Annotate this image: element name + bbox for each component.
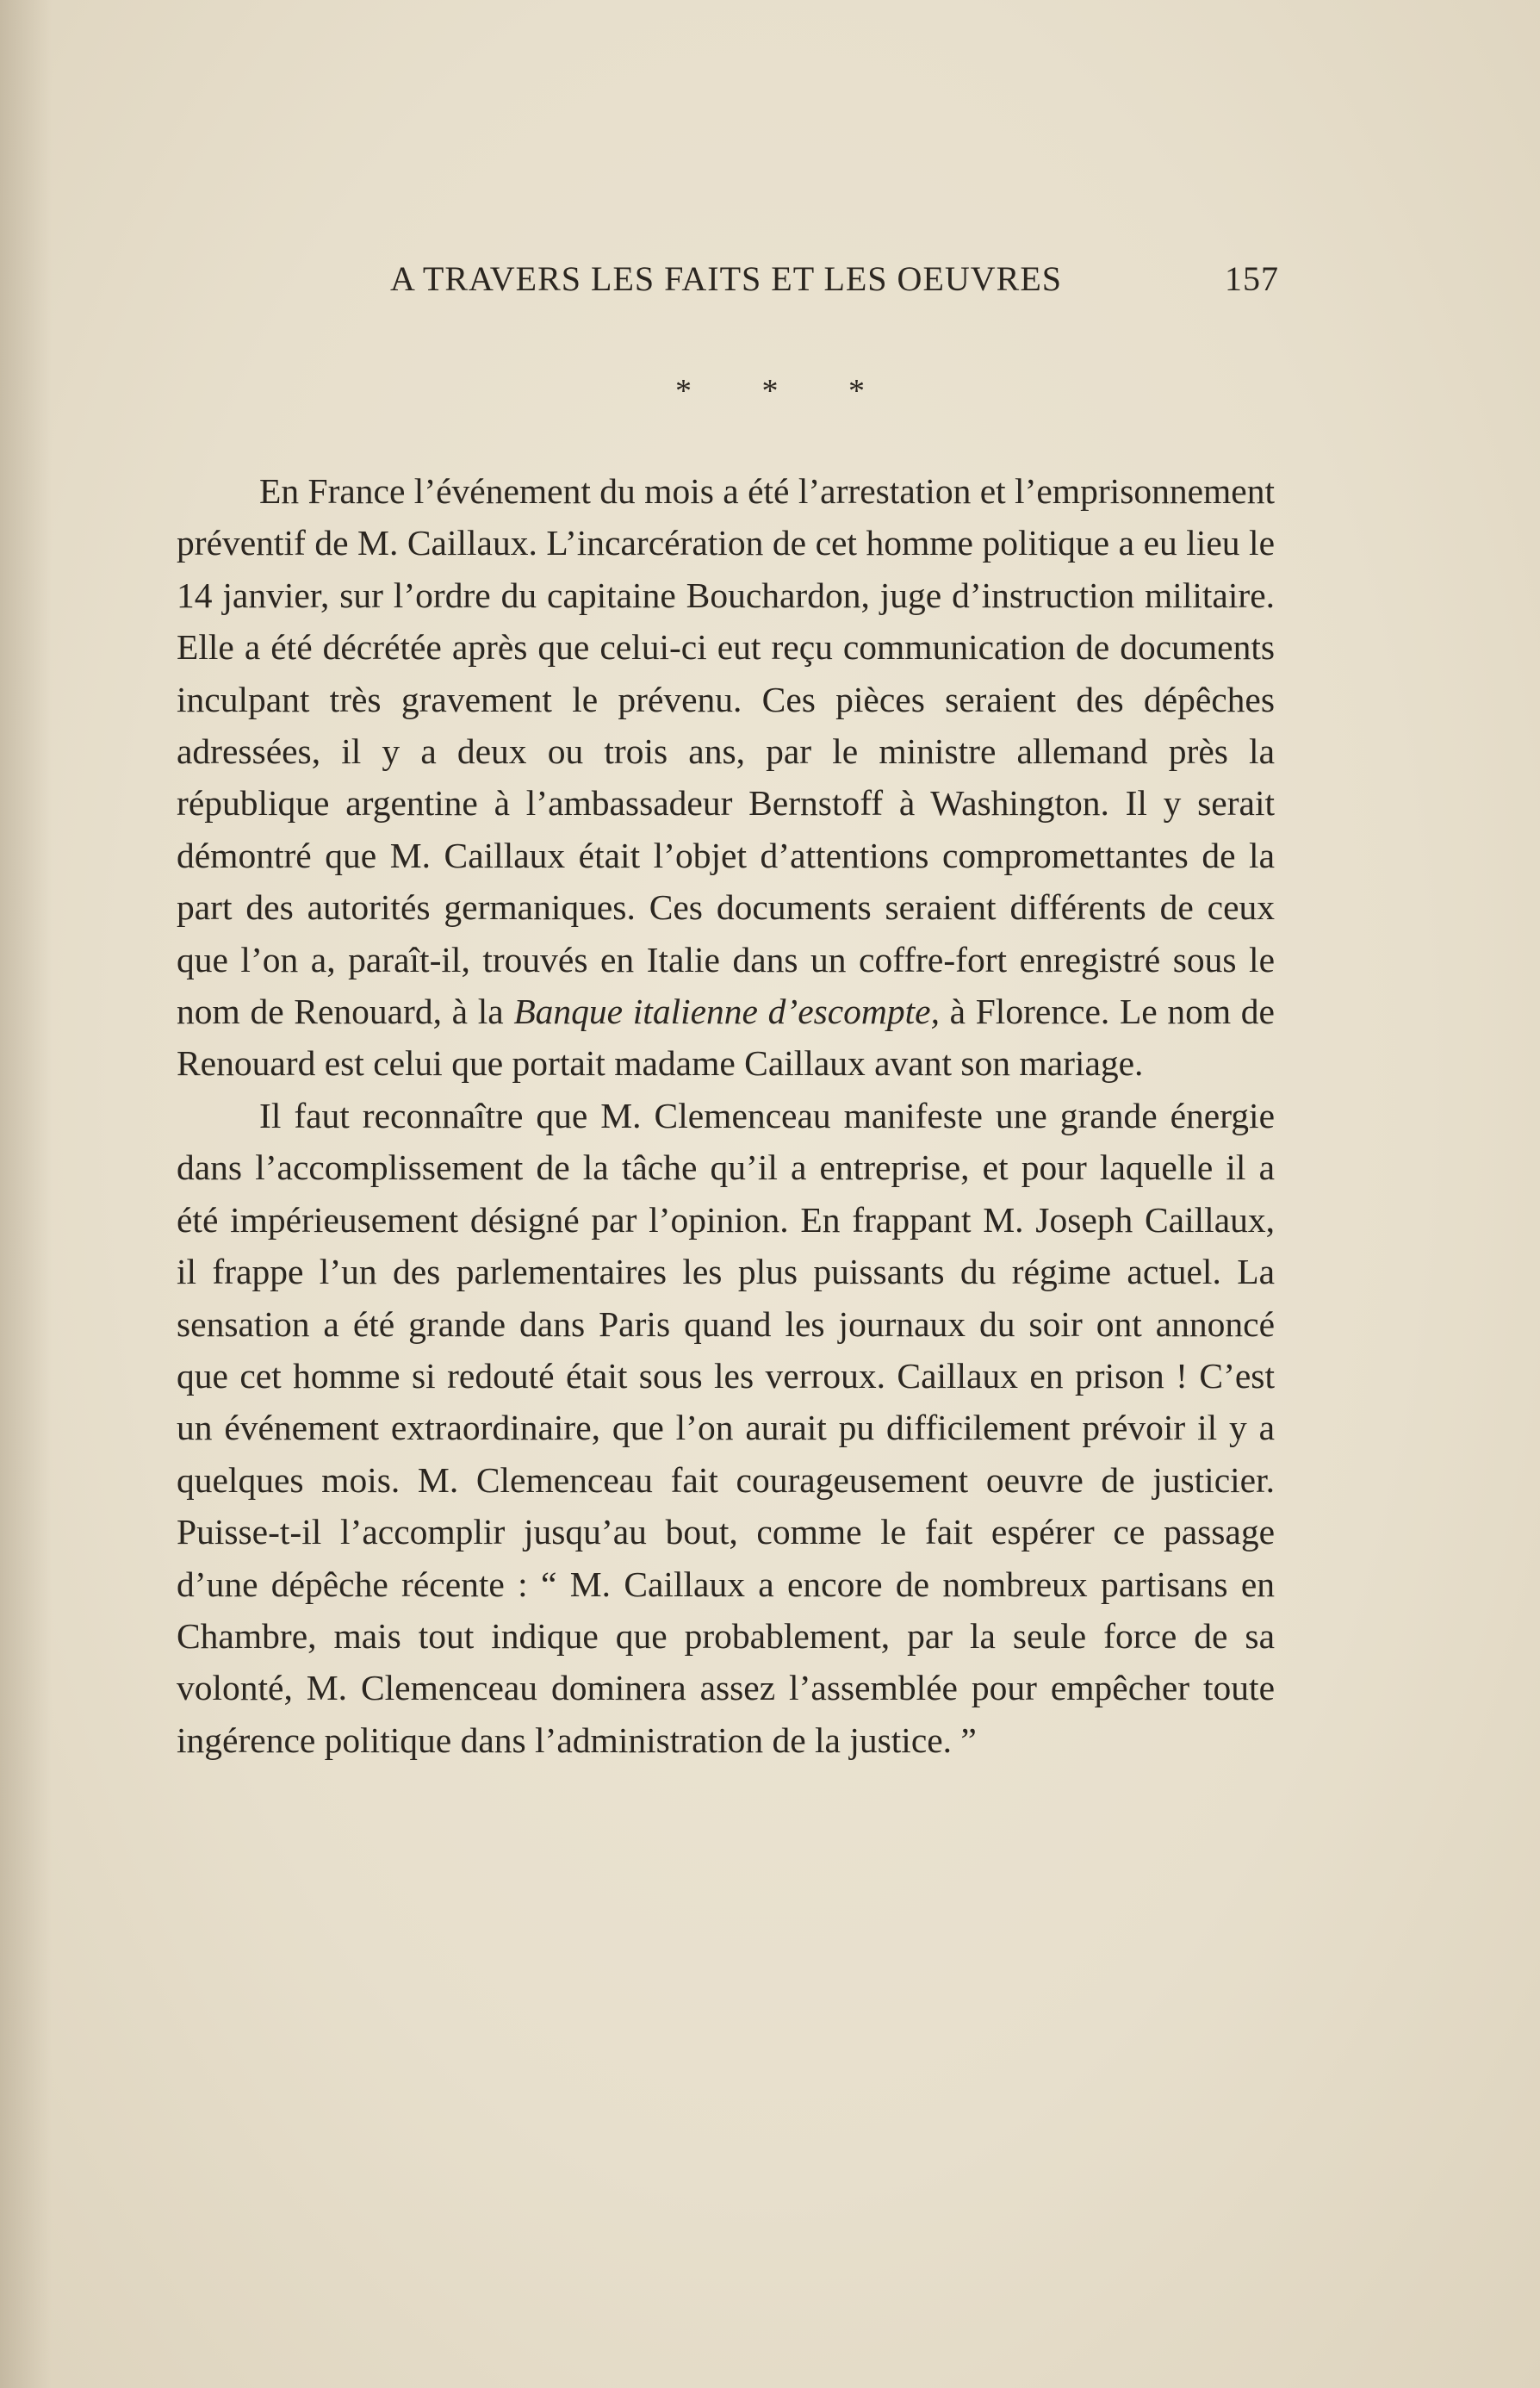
page-edge-shadow (0, 0, 52, 2388)
page-number: 157 (1225, 259, 1279, 298)
paragraph-1-text: En France l’événement du mois a été l’arrestation et l’emprisonnement préventif de M. Caillaux. L’incarcération de cet homme politique a eu lieu le 14 janvier, sur l’ordre du capitaine Bouchardon, juge d’instruction militaire. Elle a été décrétée après que celui-ci eut reçu communication de documents inculpant très gravement le prévenu. Ces pièces seraient des dépêches adressées, il y a deux ou trois ans, par le ministre allemand près la république argentine à l’ambassadeur Bernstoff à Washington. Il y serait démontré que M. Caillaux était l’objet d’attentions compromettantes de la part des autorités germaniques. Ces documents seraient différents de ceux que l’on a, paraît-il, trouvés en Italie dans un coffre-fort enregistré sous le nom de Renouard, à la (177, 471, 1275, 1032)
body-text (177, 465, 1275, 1766)
running-title: A TRAVERS LES FAITS ET LES OEUVRES (389, 259, 1063, 298)
running-head (177, 258, 1279, 310)
section-break: * * * (675, 373, 896, 409)
paragraph-1-italic: Banque italienne d’escompte, (513, 992, 940, 1032)
paragraph-1-text-end: à Florence. Le nom de Renouard est celui que portait madame Caillaux avant son mariage. (177, 992, 1275, 1084)
paragraph-1 (177, 465, 1275, 1090)
paragraph-2: Il faut reconnaître que M. Clemenceau manifeste une grande énergie dans l’accomplissement de la tâche qu’il a entreprise, et pour laquelle il a été impérieusement désigné par l’opinion. En frappant M. Joseph Caillaux, il frappe l’un des parlementaires les plus puissants du régime actuel. La sensation a été grande dans Paris quand les journaux du soir ont annoncé que cet homme si redouté était sous les verroux. Caillaux en prison ! C’est un événement extraordinaire, que l’on aurait pu difficilement prévoir il y a quelques mois. M. Clemenceau fait courageusement oeuvre de justicier. Puisse-t-il l’accomplir jusqu’au bout, comme le fait espérer ce passage d’une dépêche récente : “ M. Caillaux a encore de nombreux partisans en Chambre, mais tout indique que probablement, par la seule force de sa volonté, M. Clemenceau dominera assez l’assemblée pour empêcher toute ingérence politique dans l’administration de la justice. ” (177, 1095, 1275, 1760)
